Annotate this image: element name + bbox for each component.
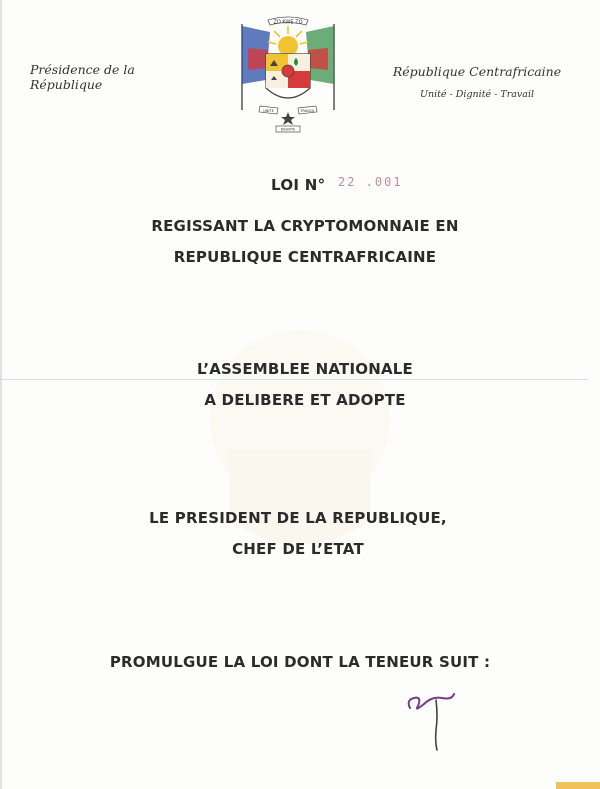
president-line-1: LE PRESIDENT DE LA REPUBLIQUE, <box>149 509 447 527</box>
banner-center-text: DIGNITE <box>280 127 296 132</box>
presidency-title: Présidence de la République <box>30 62 135 92</box>
subject-line-2: REPUBLIQUE CENTRAFRICAINE <box>173 248 437 266</box>
scan-divider-line <box>0 379 588 380</box>
handwritten-signature-icon <box>402 686 462 756</box>
national-motto: Unité - Dignité - Travail <box>419 89 535 100</box>
republic-header <box>392 64 562 100</box>
law-number-stamp: 22 .001 <box>338 175 403 189</box>
watermark-emblem-icon <box>150 300 450 580</box>
law-label: LOI N° <box>271 176 326 194</box>
banner-right-text: TRAVAIL <box>300 109 315 113</box>
banner-left-text: UNITE <box>263 109 274 113</box>
promulgation-line: PROMULGUE LA LOI DONT LA TENEUR SUIT : <box>109 653 491 671</box>
assembly-line-2: A DELIBERE ET ADOPTE <box>204 391 406 409</box>
corner-stamp-fragment <box>556 782 600 789</box>
president-line-2: CHEF DE L’ETAT <box>232 540 364 558</box>
coat-of-arms-icon <box>230 10 346 136</box>
assembly-line-1: L’ASSEMBLEE NATIONALE <box>197 360 413 378</box>
republic-title: République Centrafricaine <box>392 64 562 79</box>
subject-line-1: REGISSANT LA CRYPTOMONNAIE EN <box>151 217 459 235</box>
banner-top-text: ZO KWE ZO <box>273 19 303 26</box>
